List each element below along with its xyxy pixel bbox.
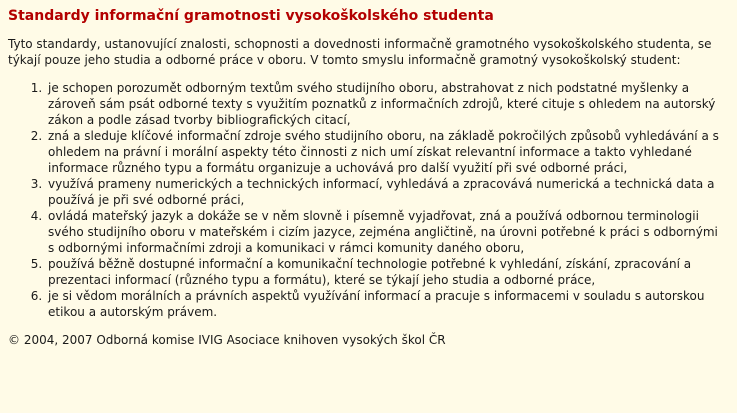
list-item: 3. využívá prameny numerických a technických informací, vyhledává a zpracovává numerická a technická data a používá je při své odborné práci,	[46, 176, 726, 208]
list-item: 1. je schopen porozumět odborným textům svého studijního oboru, abstrahovat z nich podstatné myšlenky a zároveň sám psát odborné texty s využitím poznatků z informačních zdrojů, které cituje s ohledem na autorský zákon a podle zásad tvorby bibliografických citací,	[46, 80, 726, 128]
intro-paragraph: Tyto standardy, ustanovující znalosti, schopnosti a dovednosti informačně gramotného vysokoškolského studenta, se týkají pouze jeho studia a odborné práce v oboru. V tomto smyslu informačně gramotný vysokoškolský student:	[8, 37, 712, 67]
list-item: 6. je si vědom morálních a právních aspektů využívání informací a pracuje s informacemi v souladu s autorskou etikou a autorským právem.	[46, 288, 726, 320]
list-item: 5. používá běžně dostupné informační a komunikační technologie potřebné k vyhledání, získání, zpracování a prezentaci informací (různého typu a formátu), které se týkají jeho studia a odborné práce,	[46, 256, 726, 288]
standards-list	[8, 80, 726, 320]
page-title: Standardy informační gramotnosti vysokoškolského studenta	[8, 8, 494, 24]
copyright-notice: © 2004, 2007 Odborná komise IVIG Asociace knihoven vysokých škol ČR	[8, 333, 446, 347]
list-item: 4. ovládá mateřský jazyk a dokáže se v něm slovně i písemně vyjadřovat, zná a používá odbornou terminologii svého studijního oboru v mateřském i cizím jazyce, zejména angličtině, na úrovni potřebné k práci s odbornými s odbornými informačními zdroji a komunikaci v rámci komunity daného oboru,	[46, 208, 726, 256]
list-item: 2. zná a sleduje klíčové informační zdroje svého studijního oboru, na základě pokročilých způsobů vyhledávání a s ohledem na právní i morální aspekty této činnosti z nich umí získat relevantní informace a takto vyhledané informace různého typu a formátu organizuje a uchovává pro další využití při své odborné práci,	[46, 128, 726, 176]
